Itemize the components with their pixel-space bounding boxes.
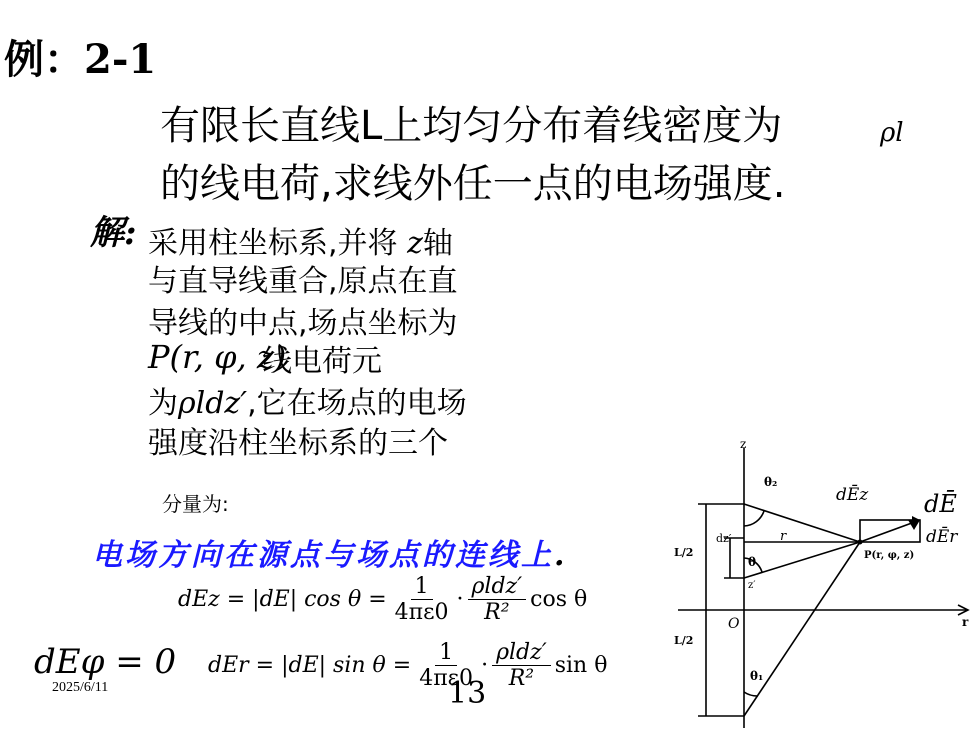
rho-l-symbol: ρl [880, 118, 904, 148]
theta1-arc [744, 692, 758, 696]
dEz-lhs: dEz = |dE| cos θ = [178, 587, 387, 612]
diagram-dz: dz′ [716, 532, 732, 545]
line-top-end-to-P [744, 504, 860, 542]
diagram-z-prime: z′ [748, 580, 756, 591]
dEz-frac2-num: ρldz′ [468, 574, 527, 600]
solution-line-5 [148, 378, 467, 422]
slide-date: 2025/6/11 [52, 680, 109, 695]
dEz-dot: · [456, 587, 464, 612]
line-source-to-P [744, 542, 860, 578]
solution-line-1-a: 采用柱坐标系,并将 [148, 226, 408, 261]
problem-line-2: 的线电荷,求线外任一点的电场强度. [160, 161, 786, 207]
dEr-frac2-num: ρldz′ [492, 640, 551, 666]
equation-dEr [208, 640, 607, 691]
dEz-frac2-den: R² [484, 600, 510, 625]
solution-line-4-text: 线电荷元 [262, 344, 382, 379]
diagram-theta: θ [748, 555, 757, 569]
equation-dEz [178, 574, 587, 625]
solution-line-5-b: ,它在场点的电场 [247, 386, 467, 421]
solution-line-1-b: 轴 [422, 226, 453, 261]
diagram-half-L-bottom: L/2 [674, 634, 694, 647]
direction-note-period: . [554, 538, 568, 573]
solution-label: 解: [90, 213, 137, 253]
line-bottom-end-to-P [744, 542, 860, 716]
solution-line-3: 导线的中点,场点坐标为 [148, 306, 458, 341]
solution-line-2: 与直导线重合,原点在直 [148, 264, 458, 299]
point-P-dot [858, 540, 863, 545]
dEr-frac1-num: 1 [435, 640, 457, 666]
components-label: 分量为: [162, 492, 229, 516]
diagram-half-L-top: L/2 [674, 546, 694, 559]
dEz-frac1-num: 1 [411, 574, 433, 600]
direction-note-text: 电场方向在源点与场点的连线上 [92, 538, 554, 573]
charge-element: ρldz′ [178, 386, 248, 421]
dEr-frac2 [492, 640, 551, 691]
dEr-lhs: dEr = |dE| sin θ = [208, 653, 412, 678]
diagram-dEz: dĒz [836, 485, 869, 505]
diagram-dE: dĒ [924, 490, 957, 518]
diagram-theta2: θ₂ [764, 475, 778, 489]
dEr-dot: · [481, 653, 489, 678]
solution-line-6: 强度沿柱坐标系的三个 [148, 426, 448, 461]
direction-note [92, 530, 567, 574]
equation-dEphi: dEφ = 0 [34, 642, 177, 682]
field-point-coords: P(r, φ, z) [148, 338, 287, 376]
diagram-point-P: P(r, φ, z) [864, 550, 915, 561]
dEz-frac1-den: 4πε0 [394, 600, 449, 625]
diagram-origin: O [728, 616, 740, 632]
line-charge-diagram [668, 438, 978, 733]
page-number: 13 [448, 676, 487, 711]
problem-line-1: 有限长直线L上均匀分布着线密度为 [160, 103, 783, 149]
dEz-frac1 [391, 574, 453, 625]
dEr-frac1-den: 4πε0 [419, 666, 474, 691]
solution-line-5-a: 为 [148, 386, 178, 421]
dEr-tail: sin θ [554, 653, 608, 678]
diagram-r-label: r [780, 529, 787, 544]
theta2-arc [744, 511, 764, 526]
diagram-dEr: dĒr [926, 527, 958, 547]
dEr-frac2-den: R² [508, 666, 535, 691]
dEz-frac2 [468, 574, 527, 625]
z-variable: z [407, 226, 423, 261]
diagram-r-axis-label: r [962, 615, 969, 629]
diagram-z-label: z [740, 438, 747, 451]
dEz-tail: cos θ [530, 587, 588, 612]
example-heading: 例：2-1 [4, 36, 157, 83]
diagram-theta1: θ₁ [750, 669, 764, 683]
